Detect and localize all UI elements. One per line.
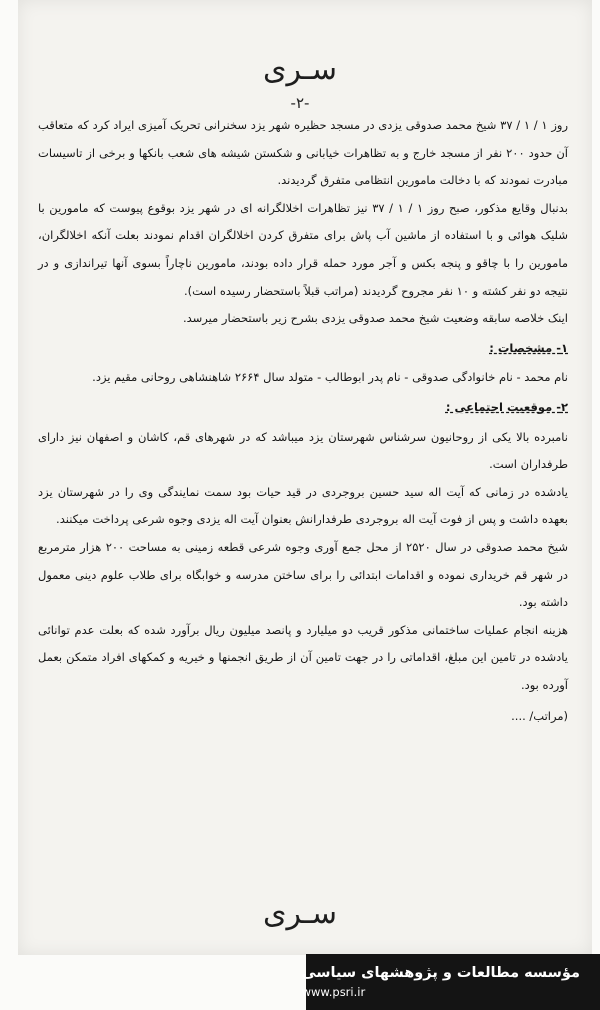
brand-text xyxy=(302,965,580,999)
paragraph: هزینه انجام عملیات ساختمانی مذکور قریب دو میلیارد و پانصد میلیون ریال برآورد شده که بعلت عدم توانائی یادشده در تامین این مبلغ، اقداماتی را در جهت تامین آن از طریق انجمنها و خیریه و کمکهای افراد متمکن بعمل آورده بود. xyxy=(38,622,568,692)
document-body xyxy=(38,112,568,731)
paragraph: بدنبال وقایع مذکور، صبح روز ۱ / ۱ / ۳۷ نیز تظاهرات اخلالگرانه ای در شهر یزد بوقوع پیوست که مامورین با شلیک هوائی و با استفاده از ماشین آب پاش برای متفرق کردن اخلالگران اقدام نمودند بعلت آنکه اخلالگران، مامورین را با چاقو و پنجه بکس و آجر مورد حمله قرار داده بودند، مامورین ناچاراً بسوی آنها تیراندازی و در نتیجه دو نفر کشته و ۱۰ نفر مجروح گردیدند (مراتب قبلاً باستحضار رسیده است). xyxy=(38,200,568,298)
paragraph: نام محمد - نام خانوادگی صدوقی - نام پدر ابوطالب - متولد سال ۲۶۶۴ شاهنشاهی روحانی مقیم یزد. xyxy=(92,370,568,385)
institute-watermark xyxy=(301,954,600,1010)
brand-name: مؤسسه مطالعات و پژوهشهای سیاسی xyxy=(301,965,580,981)
paragraph: اینک خلاصه سابقه وضعیت شیخ محمد صدوقی یزدی بشرح زیر باستحضار میرسد. xyxy=(182,311,568,326)
paragraph: روز ۱ / ۱ / ۳۷ شیخ محمد صدوقی یزدی در مسجد حظیره شهر یزد سخنرانی تحریک آمیزی ایراد کرد که متعاقب آن حدود ۲۰۰ نفر از مسجد خارج و به تظاهرات خیابانی و شکستن شیشه های شعب بانکها و برخی از تاسیسات مبادرت نمودند که با دخالت مامورین انتظامی متفرق گردیدند. xyxy=(38,118,569,188)
paragraph: نامبرده بالا یکی از روحانیون سرشناس شهرستان یزد میباشد که در شهرهای قم، کاشان و اصفهان نیز دارای طرفداران است. xyxy=(38,429,568,472)
classification-footer: سـری xyxy=(263,896,337,931)
section-heading-social-status: ۲- موقعیت اجتماعی : xyxy=(445,399,568,414)
section-heading-specs: ۱- مشخصات : xyxy=(489,340,568,355)
page-number: -۲- xyxy=(290,94,310,112)
paragraph: یادشده در زمانی که آیت اله سید حسین بروجردی در قید حیات بود سمت نمایندگی وی را در شهرستان یزد بعهده داشت و پس از فوت آیت اله بروجردی طرفدارانش بعنوان آیت اله یزدی وجوه شرعی پرداخت میکنند. xyxy=(38,484,568,527)
continuation-note: (مراتب/ .... xyxy=(511,709,568,724)
brand-url: www.psri.ir xyxy=(301,985,366,999)
paragraph: شیخ محمد صدوقی در سال ۲۵۲۰ از محل جمع آوری وجوه شرعی قطعه زمینی به مساحت ۲۰۰ هزار مترمربع در شهر قم خریداری نموده و اقدامات ابتدائی را برای ساختن مدرسه و خوابگاه برای طلاب علوم دینی معمول داشته بود. xyxy=(38,539,568,610)
classification-header: سـری xyxy=(263,52,337,87)
